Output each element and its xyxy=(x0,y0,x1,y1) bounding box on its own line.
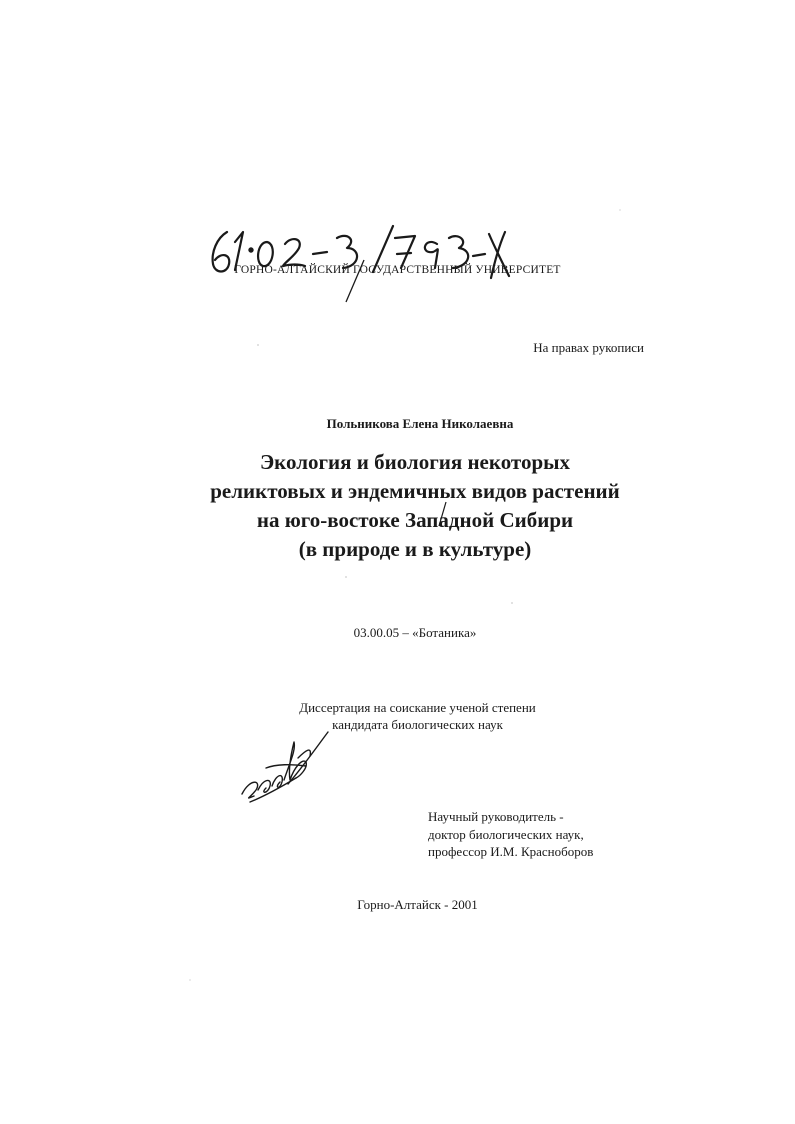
handwritten-signature xyxy=(236,728,336,810)
degree-line: Диссертация на соискание ученой степени xyxy=(299,700,536,715)
supervisor-line: профессор И.М. Красноборов xyxy=(428,844,594,859)
manuscript-rights-note: На правах рукописи xyxy=(533,340,644,355)
degree-statement xyxy=(0,699,795,733)
pen-stroke-mark xyxy=(338,258,368,304)
author-name: Польникова Елена Николаевна xyxy=(326,416,514,431)
university-name: ГОРНО-АЛТАЙСКИЙ ГОСУДАРСТВЕННЫЙ УНИВЕРСИТЕТ xyxy=(234,264,561,276)
title-line: реликтовых и эндемичных видов растений xyxy=(210,479,620,503)
title-line: на юго-востоке Западной Сибири xyxy=(256,508,574,532)
supervisor-line: Научный руководитель - xyxy=(428,809,564,824)
supervisor-line: доктор биологических наук, xyxy=(428,826,584,842)
degree-line: кандидата биологических наук xyxy=(332,717,503,732)
title-line: (в природе и в культуре) xyxy=(298,537,532,561)
title-line: Экология и биология некоторых xyxy=(259,450,571,474)
city-year: Горно-Алтайск - 2001 xyxy=(357,897,478,912)
correction-mark xyxy=(435,500,449,528)
scientific-supervisor xyxy=(428,808,593,861)
dissertation-title xyxy=(0,448,795,564)
specialty-code: 03.00.05 – «Ботаника» xyxy=(353,625,477,640)
